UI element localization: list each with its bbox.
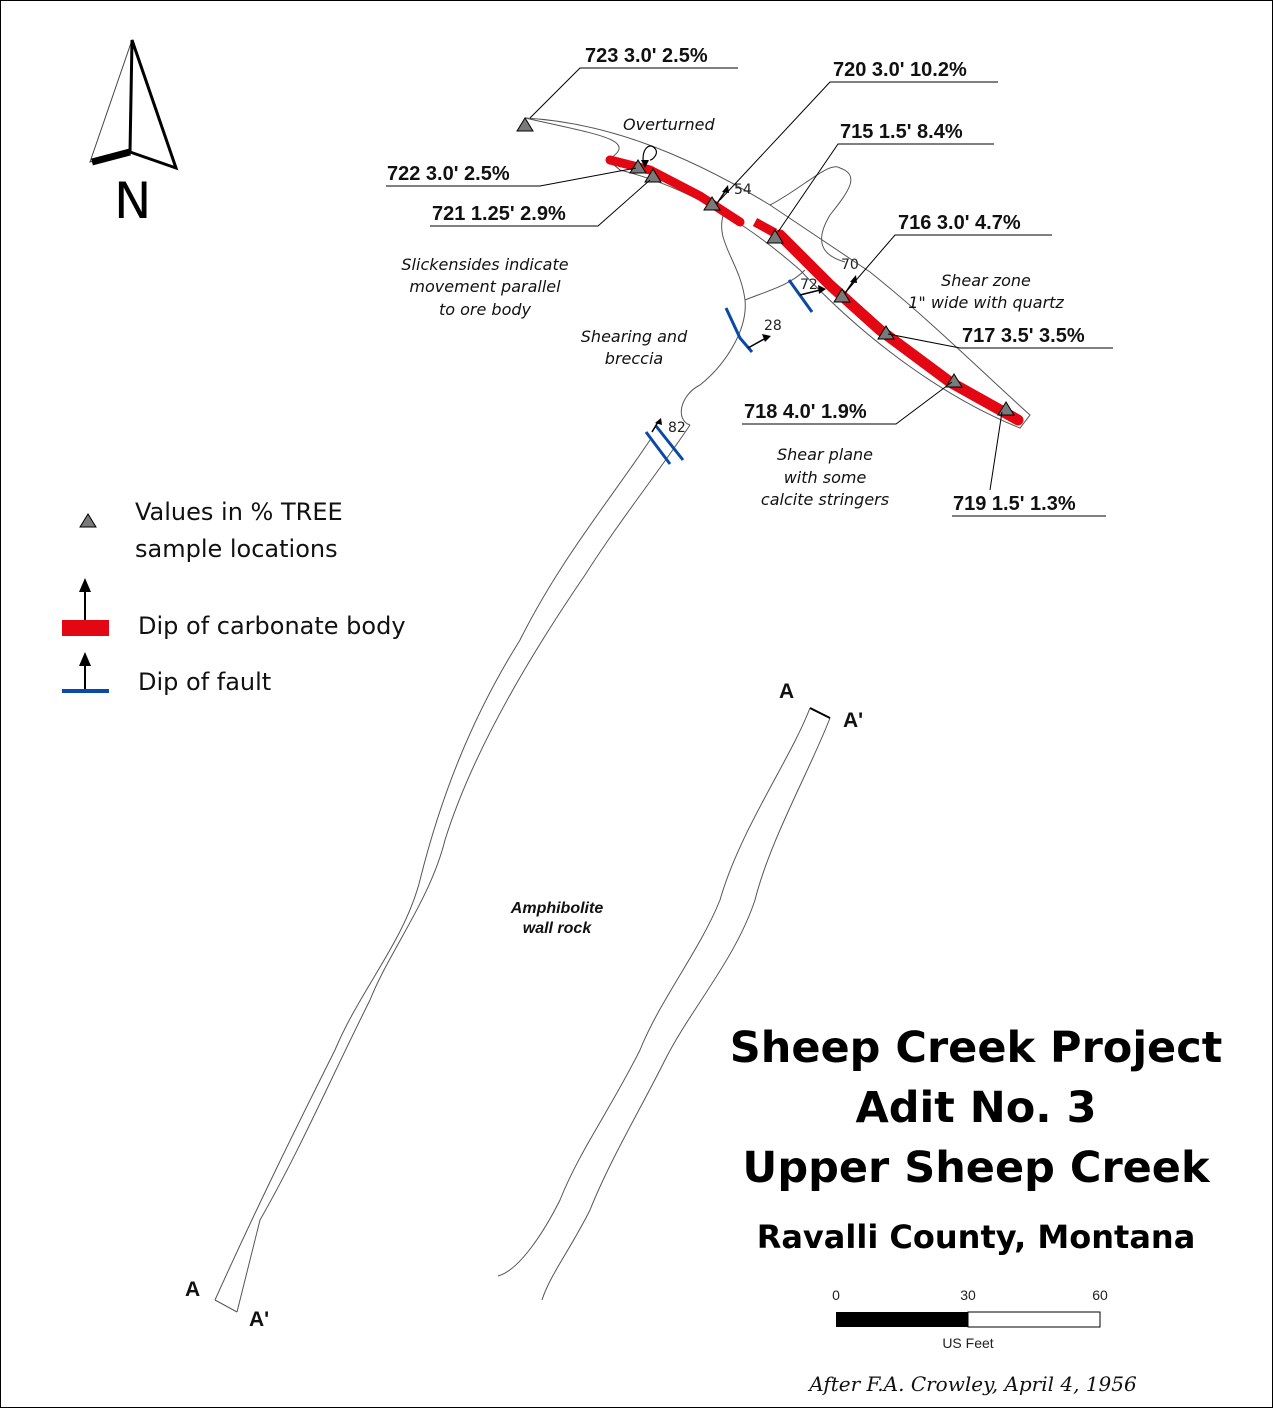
sample-label-718: 718 4.0' 1.9% [744,401,867,423]
north-arrow-icon [90,40,176,230]
section-label-a-prime-lower: A' [249,1308,270,1331]
legend [62,498,406,696]
scale-tick-0: 0 [832,1287,840,1303]
scale-tick-30: 30 [960,1287,976,1303]
sample-label-716: 716 3.0' 4.7% [898,212,1021,234]
dip-label-54: 54 [734,182,752,198]
note-shear-plane-3: calcite stringers [760,490,890,509]
note-shear-plane-1: Shear plane [777,445,873,464]
credit-text: After F.A. Crowley, April 4, 1956 [809,1372,1137,1396]
note-amphibolite-2: wall rock [522,920,592,937]
triangle-icon [80,514,96,527]
dip-label-72: 72 [800,277,818,293]
subtitle: Ravalli County, Montana [756,1218,1196,1256]
arrowhead-icon [79,578,91,592]
legend-samples-line2: sample locations [135,535,338,563]
legend-samples-line1: Values in % TREE [135,498,343,526]
sample-label-715: 715 1.5' 8.4% [840,121,963,143]
sample-label-719: 719 1.5' 1.3% [953,493,1076,515]
triangle-icon [517,118,533,131]
arrowhead-icon [79,652,91,666]
sample-label-723: 723 3.0' 2.5% [585,45,708,67]
note-overturned: Overturned [623,115,715,134]
scale-tick-60: 60 [1092,1287,1108,1303]
legend-fault: Dip of fault [138,668,272,696]
dip-label-70: 70 [841,257,859,273]
scale-bar [832,1287,1108,1351]
note-amphibolite-1: Amphibolite [510,900,604,917]
note-slickensides-1: Slickensides indicate [401,255,569,274]
note-shearing-2: breccia [604,349,664,368]
title-line2: Adit No. 3 [855,1083,1097,1133]
note-shearing-1: Shearing and [580,327,688,346]
section-label-a-upper: A [779,680,795,703]
north-label: N [114,172,152,230]
fault-lines [646,280,812,464]
carbonate-swatch [62,620,109,636]
scale-units: US Feet [942,1335,994,1351]
scale-segment-black [836,1312,968,1327]
sample-label-717: 717 3.5' 3.5% [962,325,1085,347]
note-shear-plane-2: with some [783,468,867,487]
title-line3: Upper Sheep Creek [742,1143,1210,1193]
dip-label-28: 28 [764,318,782,334]
section-label-a-lower: A [185,1278,201,1301]
legend-carbonate: Dip of carbonate body [138,612,406,640]
note-slickensides-2: movement parallel [409,277,561,296]
sample-label-721: 721 1.25' 2.9% [432,203,566,225]
section-label-a-prime-upper: A' [843,709,864,732]
sample-label-722: 722 3.0' 2.5% [387,163,510,185]
scale-segment-white [968,1312,1100,1327]
note-shear-zone-1: Shear zone [941,271,1031,290]
section-profile [498,708,830,1300]
sample-label-720: 720 3.0' 10.2% [833,59,967,81]
dip-label-82: 82 [668,420,686,436]
note-shear-zone-2: 1" wide with quartz [908,293,1064,312]
note-slickensides-3: to ore body [438,300,532,319]
title-line1: Sheep Creek Project [729,1023,1223,1073]
